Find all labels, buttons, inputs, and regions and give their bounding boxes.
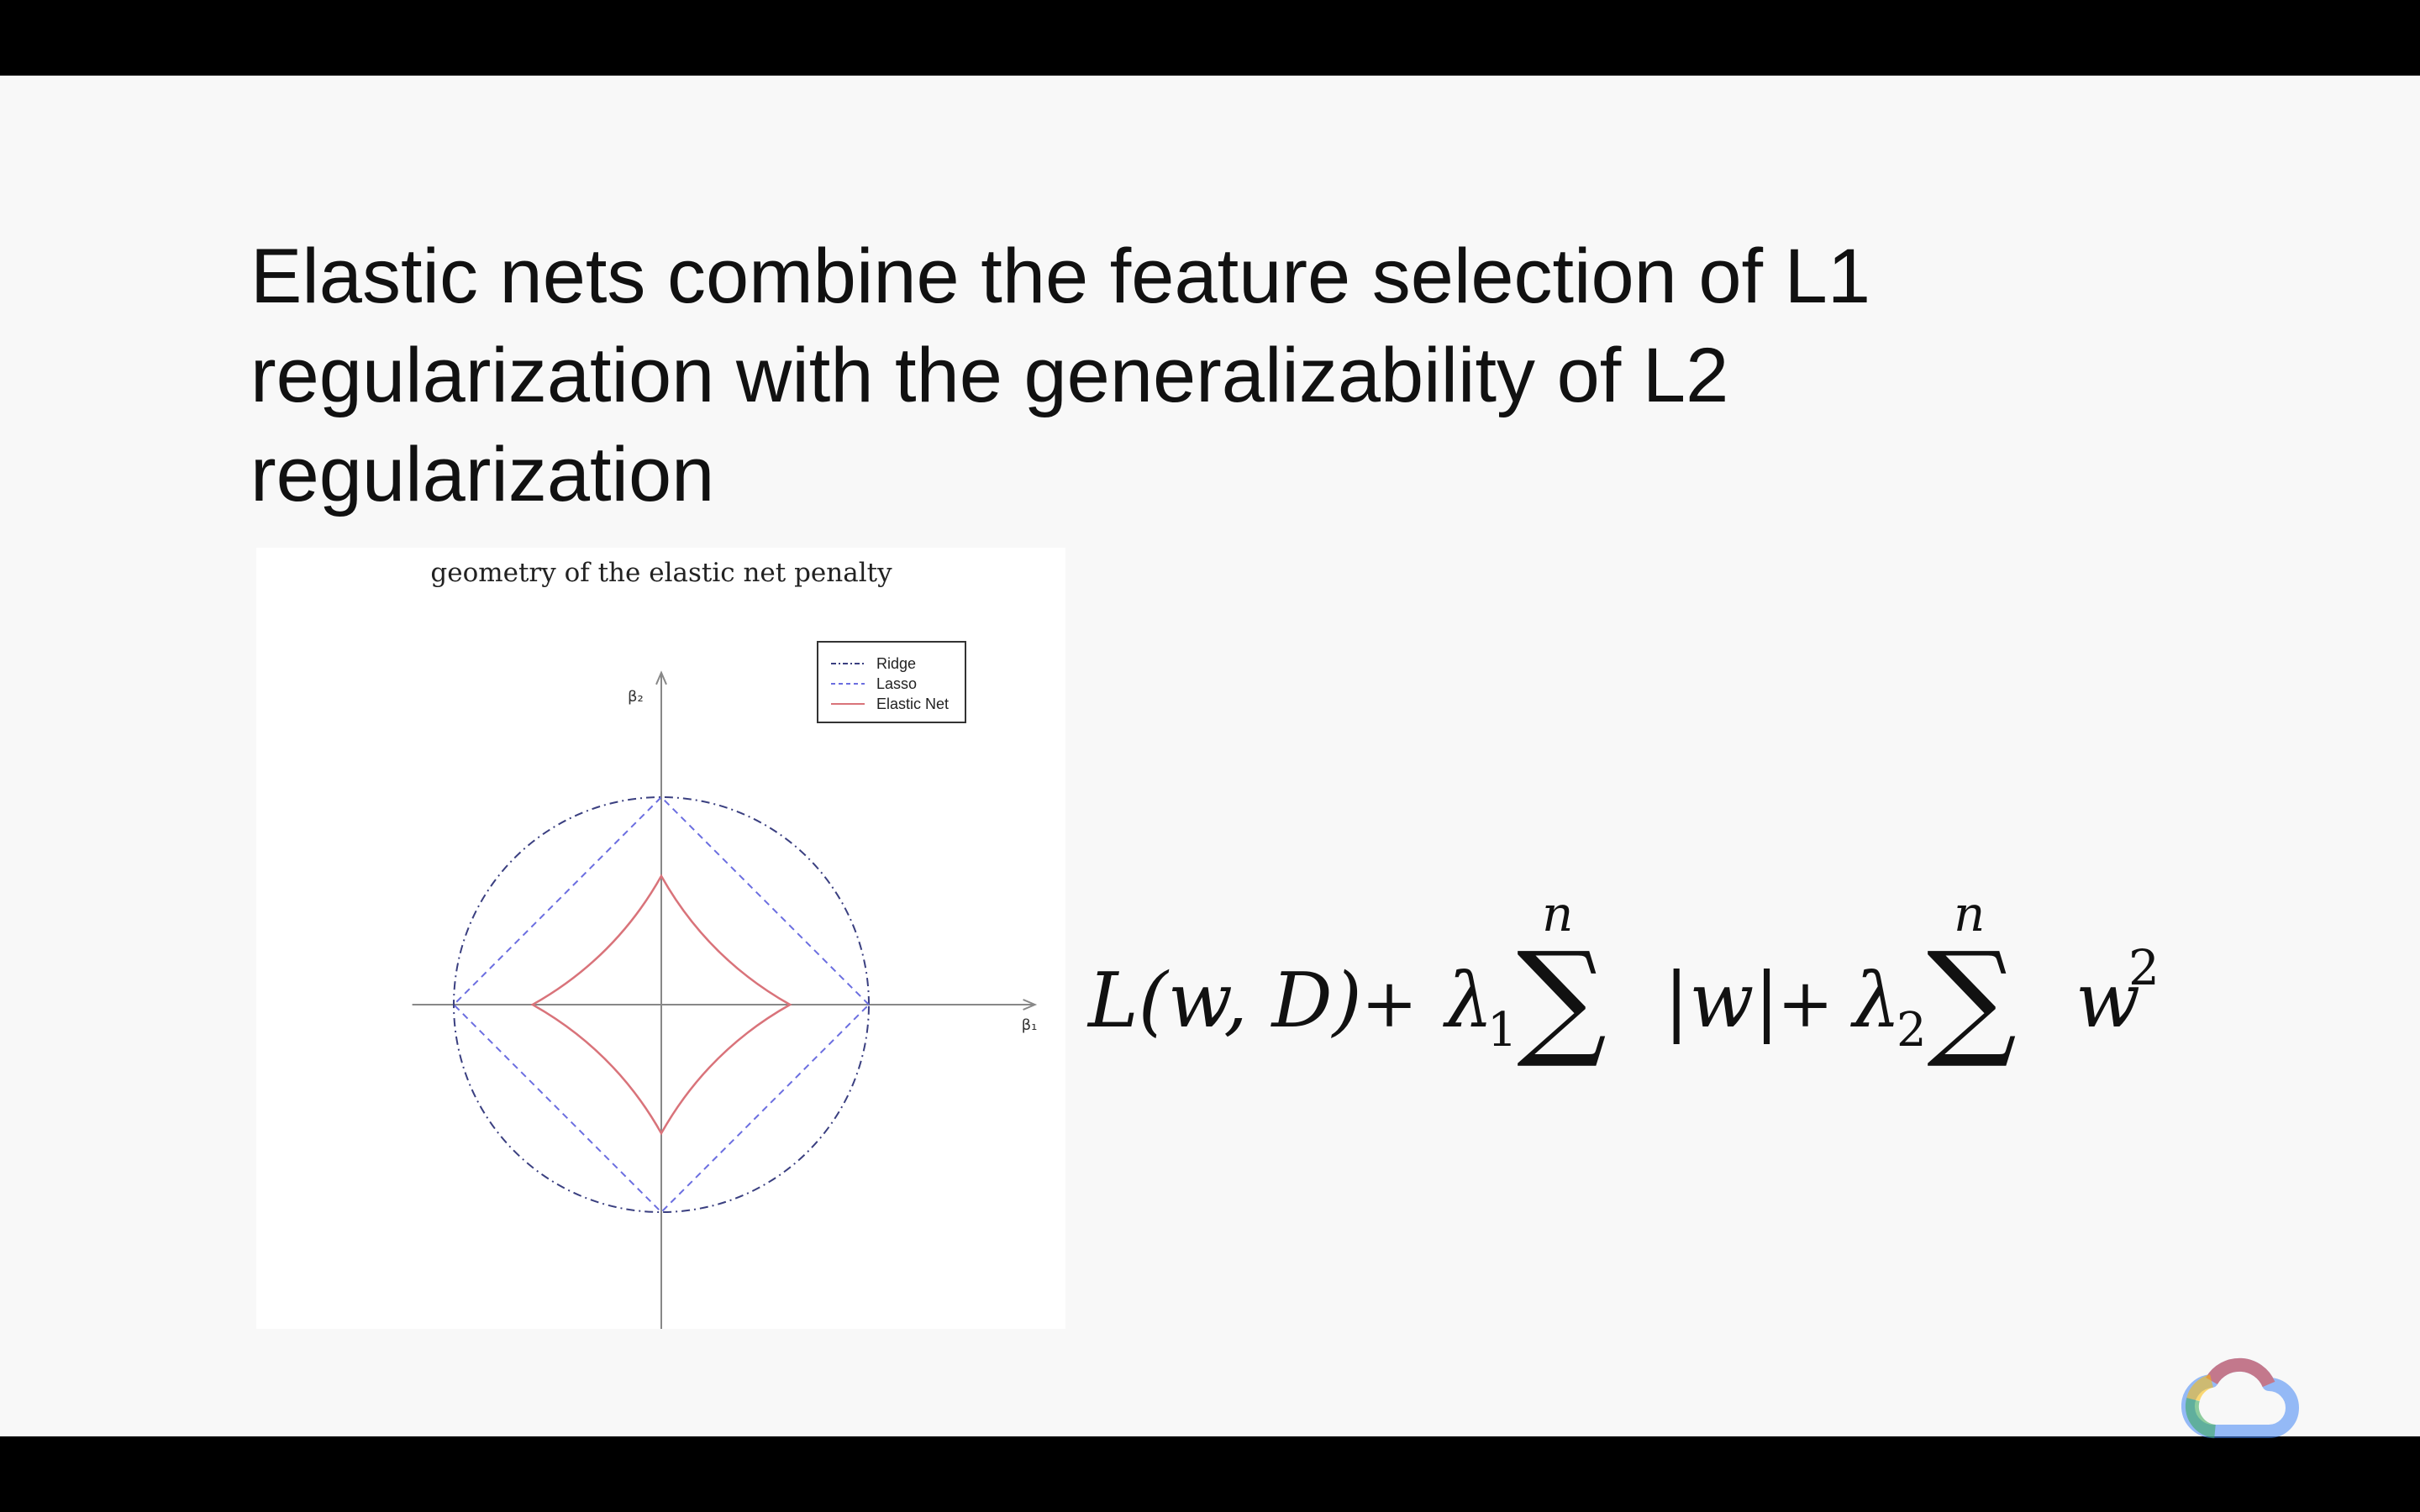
formula-square-exponent: 2	[2128, 939, 2160, 996]
chart-axes	[413, 673, 1035, 1329]
elastic-net-chart	[256, 548, 1065, 1329]
formula-canvas	[1084, 882, 2193, 1100]
formula-lambda-2-subscript: 2	[1897, 1003, 1927, 1058]
google-cloud-icon	[2181, 1347, 2302, 1445]
legend-label-elastic-net: Elastic Net	[876, 696, 950, 712]
chart-canvas	[256, 548, 1065, 1329]
formula-plus-2: +	[1777, 964, 1834, 1042]
chart-title: geometry of the elastic net penalty	[430, 558, 892, 588]
formula-loss: L(w, D)	[1088, 957, 1362, 1045]
chart-legend	[818, 642, 965, 722]
y-axis-label: β₂	[628, 687, 644, 706]
formula-lambda-2: λ	[1853, 957, 1902, 1045]
elastic-net-formula	[1084, 882, 2193, 1100]
sum-1-upper-limit: n	[1542, 885, 1574, 942]
title-line-3: regularization	[250, 432, 715, 517]
slide	[0, 76, 2420, 1436]
legend-label-lasso: Lasso	[876, 675, 918, 692]
sum-1-symbol: ∑	[1517, 926, 1607, 1072]
formula-lambda-1: λ	[1445, 957, 1494, 1045]
slide-title	[250, 227, 2183, 524]
title-line-2: regularization with the generalizability of L2	[250, 333, 1729, 418]
sum-2-symbol: ∑	[1927, 926, 2018, 1072]
formula-abs-term: |w|	[1664, 957, 1780, 1045]
formula-lambda-1-subscript: 1	[1487, 1003, 1518, 1058]
sum-2-upper-limit: n	[1954, 885, 1986, 942]
x-axis-label: β₁	[1021, 1016, 1038, 1034]
title-line-1: Elastic nets combine the feature selection of L1	[250, 234, 1871, 319]
legend-label-ridge: Ridge	[876, 655, 917, 672]
formula-plus-1: +	[1361, 964, 1418, 1042]
formula-square-base: w	[2075, 957, 2141, 1045]
